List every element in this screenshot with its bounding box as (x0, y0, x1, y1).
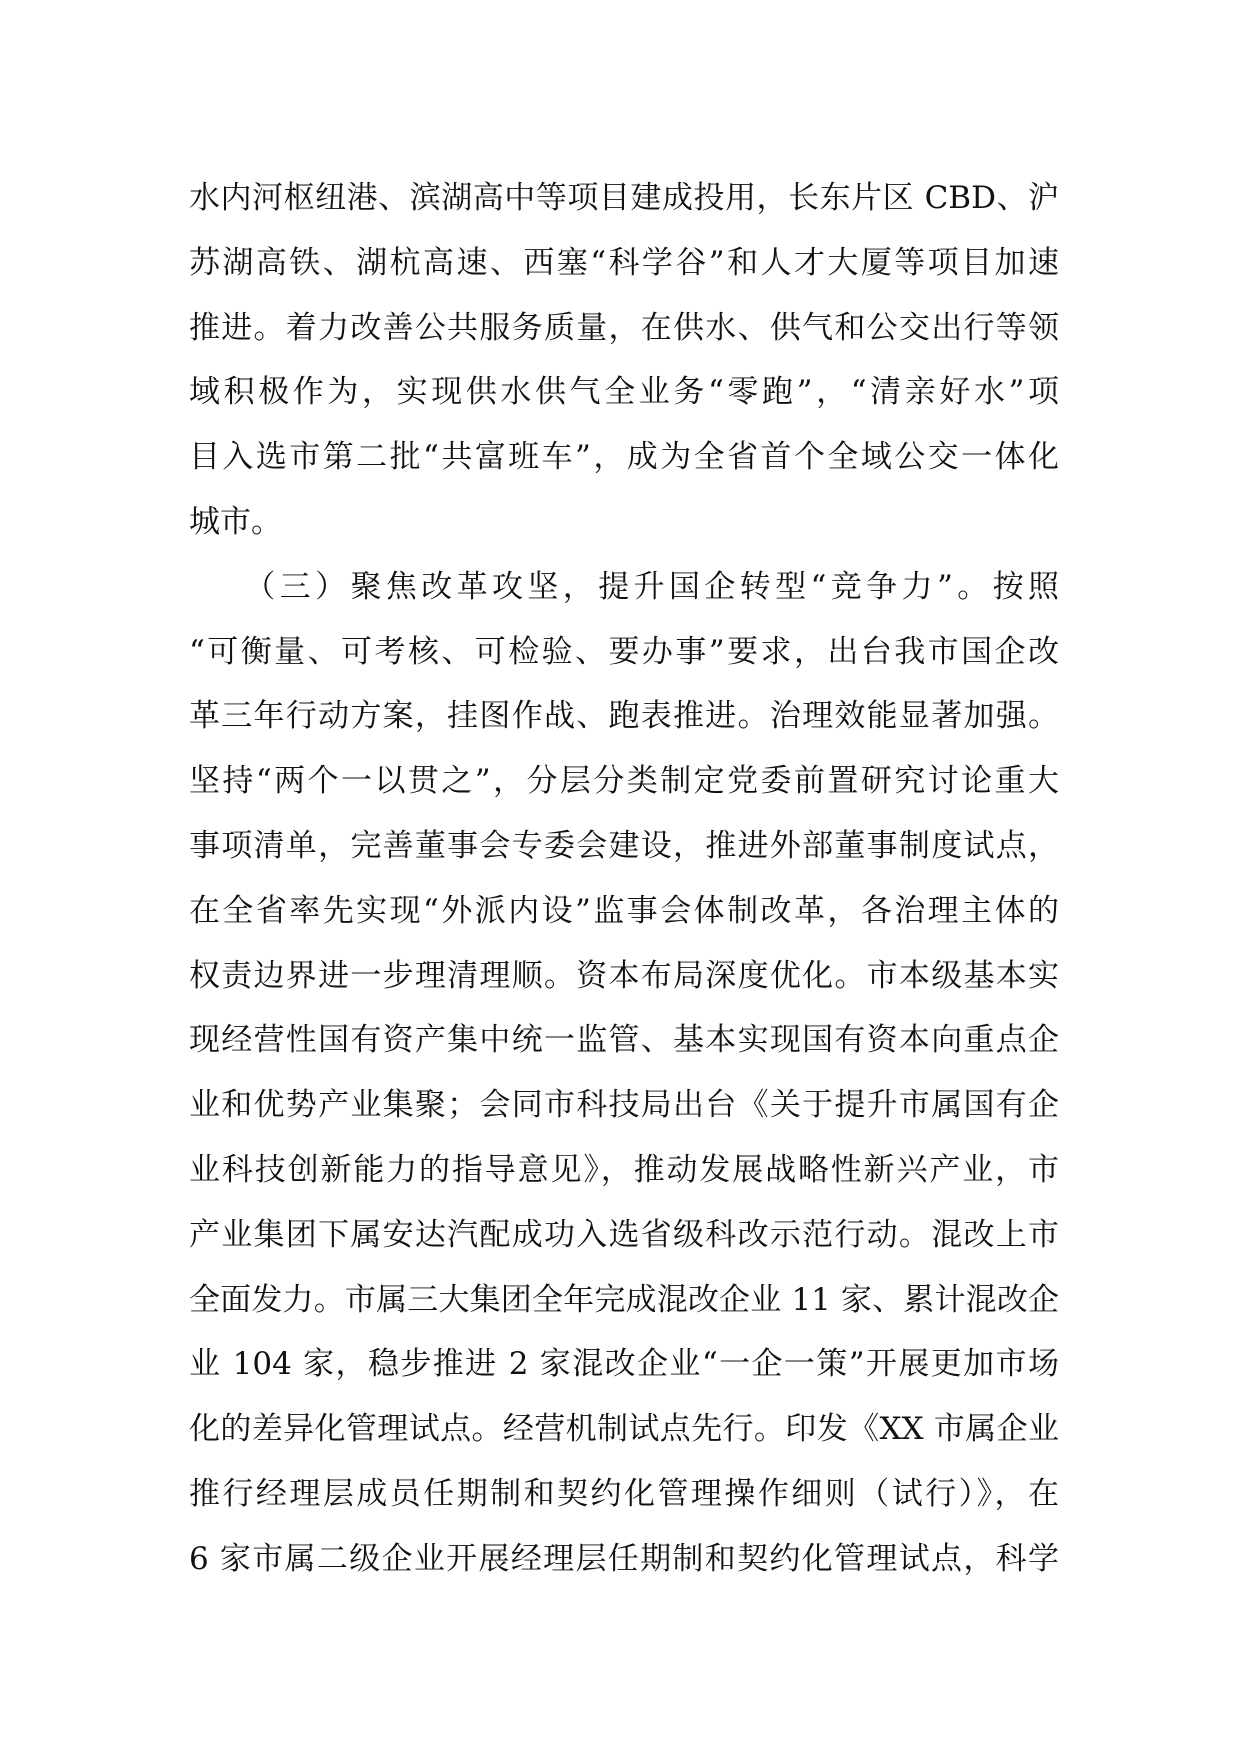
text-line: 化的差异化管理试点。经营机制试点先行。印发《XX 市属企业 (189, 1411, 1059, 1448)
text-line: 业 104 家，稳步推进 2 家混改企业“一企一策”开展更加市场 (189, 1346, 1059, 1383)
text-line: 在全省率先实现“外派内设”监事会体制改革，各治理主体的 (189, 892, 1059, 929)
text-line: 苏湖高铁、湖杭高速、西塞“科学谷”和人才大厦等项目加速 (189, 244, 1059, 281)
text-line: 事项清单，完善董事会专委会建设，推进外部董事制度试点， (189, 827, 1059, 864)
text-line: 革三年行动方案，挂图作战、跑表推进。治理效能显著加强。 (189, 698, 1059, 735)
text-line: 推行经理层成员任期制和契约化管理操作细则（试行）》，在 (189, 1475, 1059, 1512)
text-line: 权责边界进一步理清理顺。资本布局深度优化。市本级基本实 (189, 957, 1059, 994)
text-line: 6 家市属二级企业开展经理层任期制和契约化管理试点，科学 (189, 1540, 1059, 1577)
text-line: 业和优势产业集聚；会同市科技局出台《关于提升市属国有企 (189, 1087, 1059, 1124)
text-line: 产业集团下属安达汽配成功入选省级科改示范行动。混改上市 (189, 1216, 1059, 1253)
text-line: 水内河枢纽港、滨湖高中等项目建成投用，长东片区 CBD、沪 (189, 180, 1059, 216)
text-line: 业科技创新能力的指导意见》，推动发展战略性新兴产业，市 (189, 1151, 1059, 1188)
section-heading-line: （三）聚焦改革攻坚，提升国企转型“竞争力”。按照 (189, 568, 1059, 605)
text-line: 目入选市第二批“共富班车”，成为全省首个全域公交一体化 (189, 439, 1059, 476)
paragraph-end-line: 城市。 (189, 503, 282, 540)
text-line: 域积极作为，实现供水供气全业务“零跑”，“清亲好水”项 (189, 374, 1059, 411)
text-line: 全面发力。市属三大集团全年完成混改企业 11 家、累计混改企 (189, 1281, 1059, 1318)
text-line: 坚持“两个一以贯之”，分层分类制定党委前置研究讨论重大 (189, 763, 1059, 800)
text-line: “可衡量、可考核、可检验、要办事”要求，出台我市国企改 (189, 633, 1059, 670)
text-line: 现经营性国有资产集中统一监管、基本实现国有资本向重点企 (189, 1022, 1059, 1059)
text-line: 推进。着力改善公共服务质量，在供水、供气和公交出行等领 (189, 309, 1059, 346)
body-text (189, 166, 1059, 1592)
